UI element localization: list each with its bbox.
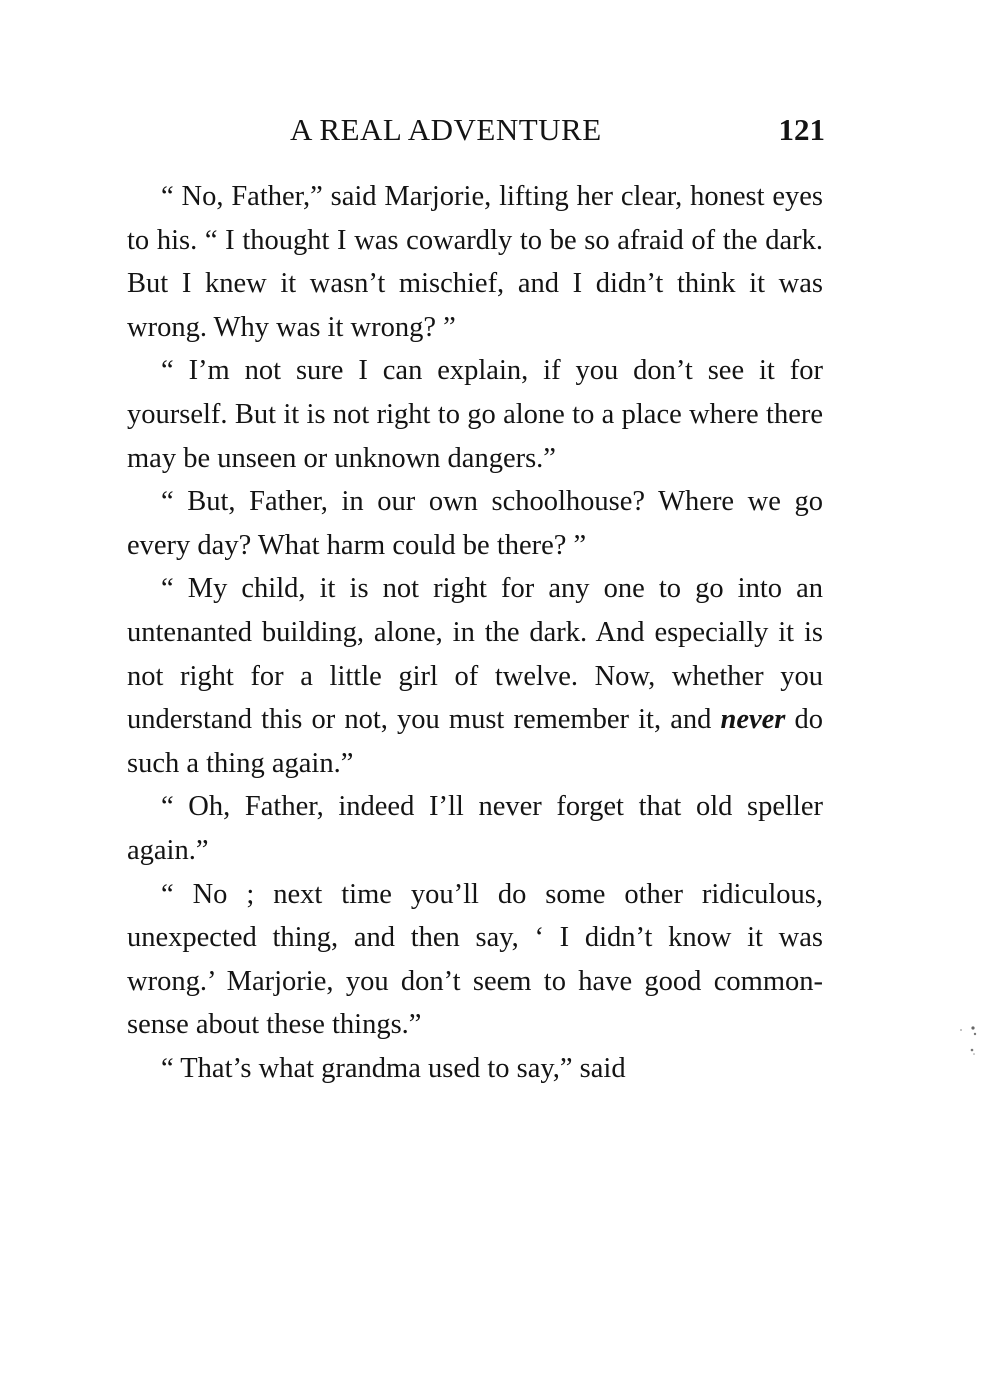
emphasized-word: never [720, 704, 786, 736]
paragraph-5: “ Oh, Father, indeed I’ll never forget that old speller again.” [127, 791, 823, 866]
paragraph-7: “ That’s what grandma used to say,” said [161, 1052, 626, 1084]
paragraph-2: “ I’m not sure I can explain, if you don’t see it for yourself. But it is not right to go alone to a place where there may be unseen or unknown dangers.” [127, 355, 823, 474]
page-number: 121 [778, 112, 825, 147]
body-text [127, 175, 823, 1090]
paragraph-3: “ But, Father, in our own schoolhouse? Where we go every day? What harm could be there? ” [127, 486, 823, 561]
running-title: A REAL ADVENTURE [290, 112, 602, 147]
page-header [290, 112, 825, 156]
paragraph-4-end: do such a thing again.” [127, 704, 824, 779]
margin-specks [955, 1020, 985, 1070]
paragraph-1: “ No, Father,” said Marjorie, lifting her clear, honest eyes to his. “ I thought I was cowardly to be so afraid of the dark. But I knew it wasn’t mischief, and I didn’t think it was wrong. Why was it wrong? ” [127, 181, 823, 343]
paragraph-6: “ No ; next time you’ll do some other ridiculous, unexpected thing, and then say, ‘ I didn’t know it was wrong.’ Marjorie, you don’t seem to have good common-sense about these things.” [127, 878, 823, 1041]
speck-marks-icon [955, 1020, 985, 1070]
paragraph-4-start: “ My child, it is not right for any one to go into an untenanted building, alone, in the dark. And especially it is not right for a little girl of twelve. Now, whether you understand this or not, you must remember it, and [127, 573, 823, 736]
paragraph-4 [127, 567, 823, 785]
